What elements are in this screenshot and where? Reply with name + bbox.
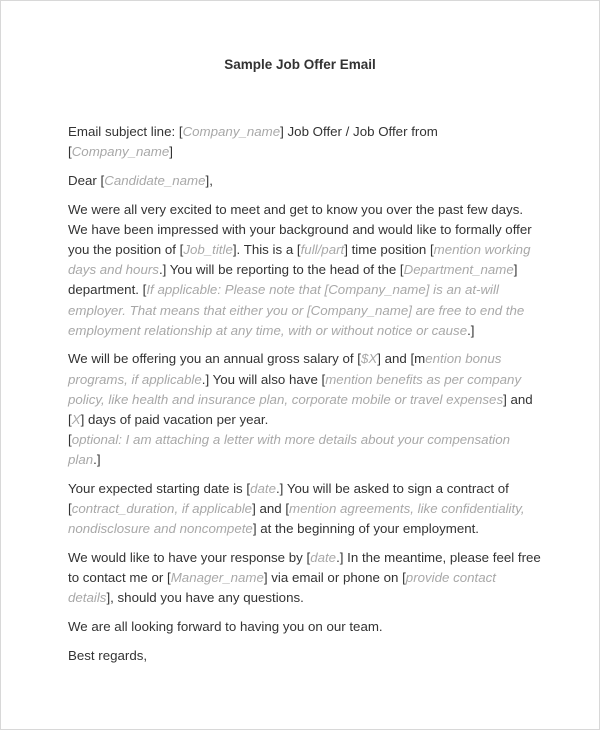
text-line bbox=[68, 301, 588, 321]
paragraph bbox=[68, 617, 588, 637]
text-line bbox=[68, 410, 588, 430]
text-line bbox=[68, 430, 588, 450]
text-line bbox=[68, 321, 588, 341]
text-line bbox=[68, 220, 588, 240]
document-title: Sample Job Offer Email bbox=[224, 57, 376, 72]
body-text: [ bbox=[68, 144, 72, 160]
placeholder-text: Department_name bbox=[403, 262, 514, 278]
text-line bbox=[68, 390, 588, 410]
placeholder-text: nondisclosure and noncompete bbox=[68, 521, 253, 537]
body-text: you the position of [ bbox=[68, 241, 184, 257]
body-text: ] at the beginning of your employment. bbox=[252, 521, 479, 537]
text-line bbox=[68, 142, 588, 162]
placeholder-text: $X bbox=[360, 351, 378, 367]
body-text: ] time position [ bbox=[344, 241, 434, 257]
placeholder-text: full/part bbox=[300, 241, 345, 257]
body-text: .] You will also have [ bbox=[201, 371, 326, 387]
placeholder-text: Job_title bbox=[183, 241, 233, 257]
text-line bbox=[68, 171, 588, 191]
body-text: [ bbox=[68, 432, 72, 448]
text-line bbox=[68, 617, 588, 637]
text-line bbox=[68, 280, 588, 300]
body-text: ], should you have any questions. bbox=[106, 590, 304, 606]
body-text: .] You will be reporting to the head of the [ bbox=[158, 262, 404, 278]
placeholder-text: details bbox=[68, 590, 107, 606]
placeholder-text: policy, like health and insurance plan, corporate mobile or travel expenses bbox=[68, 391, 504, 407]
text-line bbox=[68, 349, 588, 369]
placeholder-text: Manager_name bbox=[170, 570, 264, 586]
paragraph bbox=[68, 200, 588, 341]
placeholder-text: plan bbox=[68, 452, 94, 468]
body-text: Email subject line: [ bbox=[68, 124, 183, 139]
text-line bbox=[68, 479, 588, 499]
placeholder-text: contract_duration, if applicable bbox=[71, 501, 253, 517]
body-text: ]. This is a [ bbox=[232, 241, 301, 257]
placeholder-text: employment relationship at any time, with or without notice or cause bbox=[68, 322, 468, 338]
text-line bbox=[68, 122, 588, 142]
body-text: We are all looking forward to having you on our team. bbox=[68, 619, 383, 635]
text-line bbox=[68, 588, 588, 608]
body-text: [ bbox=[68, 501, 72, 517]
body-text: ] and [m bbox=[377, 351, 426, 367]
body-text: department. [ bbox=[68, 282, 147, 298]
paragraph bbox=[68, 479, 588, 540]
paragraph bbox=[68, 646, 588, 666]
text-line bbox=[68, 240, 588, 260]
placeholder-text: employer. That means that either you or [Company_name] are free to end the bbox=[68, 302, 525, 318]
body-text: ] bbox=[513, 262, 518, 278]
placeholder-text: X bbox=[71, 411, 81, 427]
body-text: ], bbox=[205, 172, 213, 188]
body-text: Your expected starting date is [ bbox=[68, 481, 251, 496]
body-text: ] Job Offer / Job Offer from bbox=[280, 124, 438, 139]
placeholder-text: optional: I am attaching a letter with more details about your compensation bbox=[71, 432, 511, 448]
text-line bbox=[68, 548, 588, 568]
paragraph bbox=[68, 122, 588, 162]
placeholder-text: mention working bbox=[433, 241, 531, 257]
placeholder-text: date bbox=[310, 550, 337, 566]
body-text: ] and bbox=[503, 391, 533, 407]
placeholder-text: mention agreements, like confidentiality, bbox=[289, 501, 525, 517]
placeholder-text: If applicable: Please note that [Company_name] is an at-will bbox=[146, 282, 499, 298]
body-text: We will be offering you an annual gross salary of [ bbox=[68, 351, 361, 367]
text-line bbox=[68, 646, 588, 666]
body-text: ] via email or phone on [ bbox=[263, 570, 406, 586]
body-text: .] bbox=[93, 452, 101, 468]
body-text: .] bbox=[467, 322, 475, 338]
text-line bbox=[68, 450, 588, 470]
body-text: We have been impressed with your background and would like to formally offer bbox=[68, 221, 532, 237]
body-text: ] days of paid vacation per year. bbox=[80, 411, 269, 427]
text-line bbox=[68, 519, 588, 539]
paragraph bbox=[68, 548, 588, 609]
body-text: .] In the meantime, please feel free bbox=[336, 550, 541, 566]
placeholder-text: Company_name bbox=[71, 144, 170, 160]
placeholder-text: ention bonus bbox=[425, 351, 502, 367]
email-body bbox=[68, 122, 588, 675]
body-text: .] You will be asked to sign a contract of bbox=[275, 481, 509, 496]
paragraph bbox=[68, 349, 588, 470]
body-text: Dear [ bbox=[68, 172, 105, 188]
placeholder-text: mention benefits as per company bbox=[325, 371, 522, 387]
body-text: ] and [ bbox=[252, 501, 290, 517]
placeholder-text: days and hours bbox=[68, 262, 159, 278]
body-text: to contact me or [ bbox=[68, 570, 171, 586]
text-line bbox=[68, 568, 588, 588]
placeholder-text: provide contact bbox=[405, 570, 496, 586]
body-text: ] bbox=[169, 144, 173, 160]
text-line bbox=[68, 260, 588, 280]
text-line bbox=[68, 499, 588, 519]
body-text: We were all very excited to meet and get to know you over the past few days. bbox=[68, 201, 524, 217]
body-text: [ bbox=[68, 411, 72, 427]
text-line bbox=[68, 200, 588, 220]
body-text: We would like to have your response by [ bbox=[68, 550, 311, 566]
placeholder-text: Candidate_name bbox=[104, 172, 206, 188]
body-text: Best regards, bbox=[68, 647, 148, 663]
placeholder-text: programs, if applicable bbox=[68, 371, 202, 387]
placeholder-text: date bbox=[250, 481, 276, 496]
placeholder-text: Company_name bbox=[182, 124, 281, 139]
paragraph bbox=[68, 171, 588, 191]
text-line bbox=[68, 370, 588, 390]
